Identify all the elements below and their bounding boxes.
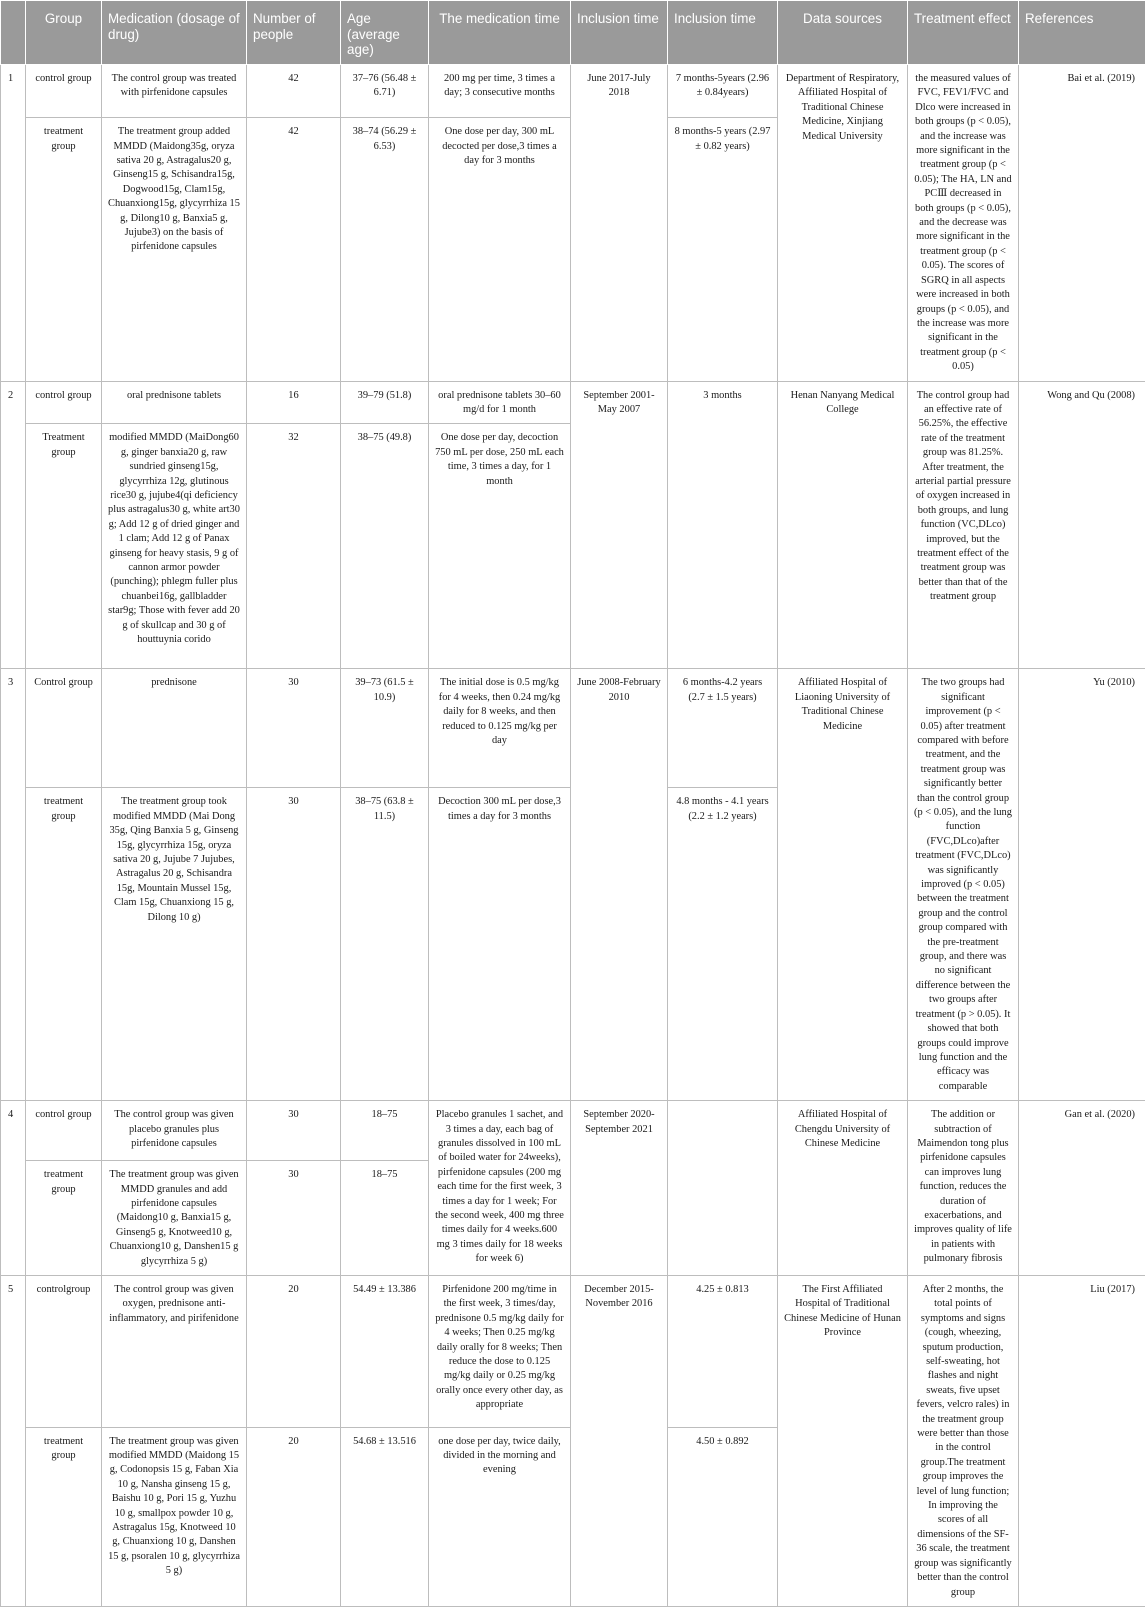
- group-cell: controlgroup: [26, 1275, 102, 1427]
- study-number: 4: [1, 1101, 26, 1276]
- table-body: [1, 65, 1145, 1607]
- medication-time-cell: 200 mg per time, 3 times a day; 3 consecutive months: [429, 65, 571, 118]
- medication-time-cell: One dose per day, decoction 750 mL per dose, 250 mL each time, 3 times a day, for 1 month: [429, 424, 571, 669]
- inclusion-duration-cell: 4.25 ± 0.813: [668, 1275, 778, 1427]
- data-source-cell: The First Affiliated Hospital of Traditional Chinese Medicine of Hunan Province: [778, 1275, 908, 1606]
- data-source-cell: Affiliated Hospital of Chengdu University of Chinese Medicine: [778, 1101, 908, 1276]
- people-cell: 20: [247, 1275, 341, 1427]
- table-row: [1, 65, 1145, 118]
- table-row: [1, 381, 1145, 424]
- header-group: Group: [26, 1, 102, 65]
- age-cell: 39–79 (51.8): [341, 381, 429, 424]
- group-cell: control group: [26, 381, 102, 424]
- age-cell: 54.68 ± 13.516: [341, 1427, 429, 1606]
- header-age: Age (average age): [341, 1, 429, 65]
- table-row: [1, 1101, 1145, 1161]
- age-cell: 39–73 (61.5 ± 10.9): [341, 669, 429, 788]
- medication-time-cell: The initial dose is 0.5 mg/kg for 4 weeks, then 0.24 mg/kg daily for 8 weeks, and then reduced to 0.125 mg/kg per day: [429, 669, 571, 788]
- treatment-effect-cell: The two groups had significant improvement (p < 0.05) after treatment compared with before treatment, and the treatment group was significantly better than the control group (p < 0.05), and the lung function (FVC,DLco)after treatment (FVC,DLco) was significantly improved (p < 0.05) between the treatment group and the control group compared with the pre-treatment group, and there was no significant difference between the two groups after treatment (p > 0.05). It showed that both groups could improve lung function and the efficacy was comparable: [908, 669, 1019, 1101]
- reference-cell: Bai et al. (2019): [1019, 65, 1145, 382]
- header-inclusion-time: Inclusion time: [571, 1, 668, 65]
- age-cell: 38–74 (56.29 ± 6.53): [341, 118, 429, 381]
- data-source-cell: Affiliated Hospital of Liaoning University of Traditional Chinese Medicine: [778, 669, 908, 1101]
- table-row: [1, 669, 1145, 788]
- inclusion-duration-cell: [668, 1101, 778, 1276]
- study-number: 3: [1, 669, 26, 1101]
- age-cell: 38–75 (63.8 ± 11.5): [341, 788, 429, 1101]
- inclusion-duration-cell: 7 months-5years (2.96 ± 0.84years): [668, 65, 778, 118]
- header-references: References: [1019, 1, 1145, 65]
- people-cell: 30: [247, 1161, 341, 1276]
- people-cell: 20: [247, 1427, 341, 1606]
- group-cell: control group: [26, 1101, 102, 1161]
- people-cell: 30: [247, 1101, 341, 1161]
- medication-cell: oral prednisone tablets: [102, 381, 247, 424]
- header-people: Number of people: [247, 1, 341, 65]
- medication-cell: The treatment group was given modified MMDD (Maidong 15 g, Codonopsis 15 g, Faban Xia 10 g, Nansha ginseng 15 g, Baishu 10 g, Pori 15 g, Yuzhu 10 g, smallpox powder 10 g, Astragalus 15g, Knotweed 10 g, Chuanxiong 10 g, Danshen 15 g, psoralen 10 g, glycyrrhiza 5 g): [102, 1427, 247, 1606]
- group-cell: Control group: [26, 669, 102, 788]
- people-cell: 16: [247, 381, 341, 424]
- inclusion-time-cell: September 2001-May 2007: [571, 381, 668, 669]
- medication-cell: The control group was given placebo granules plus pirfenidone capsules: [102, 1101, 247, 1161]
- treatment-effect-cell: the measured values of FVC, FEV1/FVC and Dlco were increased in both groups (p < 0.05), and the increase was more significant in the treatment group (p < 0.05); The HA, LN and PCⅢ decreased in both groups (p < 0.05), and the decrease was more significant in the treatment group (p < 0.05). The scores of SGRQ in all aspects were increased in both groups (p < 0.05), and the increase was more significant in the treatment group (p < 0.05): [908, 65, 1019, 382]
- people-cell: 42: [247, 65, 341, 118]
- reference-cell: Liu (2017): [1019, 1275, 1145, 1606]
- table-header: [1, 1, 1145, 65]
- reference-cell: Yu (2010): [1019, 669, 1145, 1101]
- medication-time-cell: Decoction 300 mL per dose,3 times a day for 3 months: [429, 788, 571, 1101]
- age-cell: 38–75 (49.8): [341, 424, 429, 669]
- data-source-cell: Department of Respiratory, Affiliated Hospital of Traditional Chinese Medicine, Xinjiang Medical University: [778, 65, 908, 382]
- inclusion-time-cell: December 2015-November 2016: [571, 1275, 668, 1606]
- age-cell: 18–75: [341, 1161, 429, 1276]
- study-number: 2: [1, 381, 26, 669]
- header-medication: Medication (dosage of drug): [102, 1, 247, 65]
- group-cell: Treatment group: [26, 424, 102, 669]
- people-cell: 32: [247, 424, 341, 669]
- treatment-effect-cell: The addition or subtraction of Maimendon tong plus pirfenidone capsules can improves lung function, reduces the duration of exacerbations, and improves quality of life in patients with pulmonary fibrosis: [908, 1101, 1019, 1276]
- medication-time-cell: One dose per day, 300 mL decocted per dose,3 times a day for 3 months: [429, 118, 571, 381]
- data-source-cell: Henan Nanyang Medical College: [778, 381, 908, 669]
- age-cell: 37–76 (56.48 ± 6.71): [341, 65, 429, 118]
- medication-cell: The control group was treated with pirfenidone capsules: [102, 65, 247, 118]
- age-cell: 54.49 ± 13.386: [341, 1275, 429, 1427]
- people-cell: 30: [247, 788, 341, 1101]
- inclusion-duration-cell: 4.50 ± 0.892: [668, 1427, 778, 1606]
- reference-cell: Gan et al. (2020): [1019, 1101, 1145, 1276]
- group-cell: treatment group: [26, 1161, 102, 1276]
- study-number: 1: [1, 65, 26, 382]
- medication-time-cell: Pirfenidone 200 mg/time in the first week, 3 times/day, prednisone 0.5 mg/kg daily for 4 weeks; Then 0.25 mg/kg daily orally for 8 weeks; Then reduce the dose to 0.125 mg/kg daily or 0.25 mg/kg orally once every other day, as appropriate: [429, 1275, 571, 1427]
- inclusion-duration-cell: 8 months-5 years (2.97 ± 0.82 years): [668, 118, 778, 381]
- medication-cell: modified MMDD (MaiDong60 g, ginger banxia20 g, raw sundried ginseng15g, glycyrrhiza 12g, glutinous rice30 g, jujube4(qi deficiency plus astragalus30 g, white art30 g; Add 12 g of dried ginger and 1 clam; Add 12 g of Panax ginseng for heavy stasis, 9 g of cannon armor powder (punching); phlegm fuller plus chuanbei16g, gallbladder star9g; Those with fever add 20 g of skullcap and 30 g of houttuynia corido: [102, 424, 247, 669]
- header-treatment-effect: Treatment effect: [908, 1, 1019, 65]
- medication-time-cell: one dose per day, twice daily, divided in the morning and evening: [429, 1427, 571, 1606]
- header-data-sources: Data sources: [778, 1, 908, 65]
- group-cell: control group: [26, 65, 102, 118]
- medication-time-cell: Placebo granules 1 sachet, and 3 times a day, each bag of granules dissolved in 100 mL of boiled water for 24weeks), pirfenidone capsules (200 mg each time for the first week, 3 times a day for 1 week; For the second week, 400 mg three times daily for 4 weeks.600 mg 3 times daily for 18 weeks for week 6): [429, 1101, 571, 1276]
- group-cell: treatment group: [26, 118, 102, 381]
- medication-cell: The treatment group added MMDD (Maidong35g, oryza sativa 20 g, Astragalus20 g, Ginseng15 g, Schisandra15g, Dogwood15g, Clam15g, Chuanxiong15g, glycyrrhiza 15 g, Dilong10 g, Banxia5 g, Jujube3) on the basis of pirfenidone capsules: [102, 118, 247, 381]
- header-medication-time: The medication time: [429, 1, 571, 65]
- treatment-effect-cell: After 2 months, the total points of symptoms and signs (cough, wheezing, sputum production, self-sweating, hot flashes and night sweats, five upset fevers, velcro rales) in the treatment group were better than those in the control group.The treatment group improves the level of lung function; In improving the scores of all dimensions of the SF-36 scale, the treatment group was significantly better than the control group: [908, 1275, 1019, 1606]
- group-cell: treatment group: [26, 788, 102, 1101]
- medication-cell: The control group was given oxygen, prednisone anti-inflammatory, and pirifenidone: [102, 1275, 247, 1427]
- inclusion-duration-cell: 4.8 months - 4.1 years (2.2 ± 1.2 years): [668, 788, 778, 1101]
- people-cell: 42: [247, 118, 341, 381]
- inclusion-time-cell: September 2020-September 2021: [571, 1101, 668, 1276]
- treatment-effect-cell: The control group had an effective rate of 56.25%, the effective rate of the treatment group was 81.25%. After treatment, the arterial partial pressure of oxygen increased in both groups, and lung function (VC,DLco) improved, but the treatment effect of the treatment group was better than that of the treatment group: [908, 381, 1019, 669]
- medication-cell: The treatment group took modified MMDD (Mai Dong 35g, Qing Banxia 5 g, Ginseng 15g, glycyrrhiza 15g, oryza sativa 20 g, Jujube 7 Jujubes, Astragalus 20 g, Schisandra 15g, Mountain Mussel 15g, Clam 15g, Chuanxiong 15 g, Dilong 10 g): [102, 788, 247, 1101]
- age-cell: 18–75: [341, 1101, 429, 1161]
- medication-time-cell: oral prednisone tablets 30–60 mg/d for 1 month: [429, 381, 571, 424]
- medication-cell: The treatment group was given MMDD granules and add pirfenidone capsules (Maidong10 g, Banxia15 g, Ginseng5 g, Knotweed10 g, Chuanxiong10 g, Danshen15 g glycyrrhiza 5 g): [102, 1161, 247, 1276]
- header-inclusion-time-2: Inclusion time: [668, 1, 778, 65]
- reference-cell: Wong and Qu (2008): [1019, 381, 1145, 669]
- inclusion-duration-cell: 6 months-4.2 years (2.7 ± 1.5 years): [668, 669, 778, 788]
- inclusion-time-cell: June 2017-July 2018: [571, 65, 668, 382]
- inclusion-duration-cell: 3 months: [668, 381, 778, 669]
- table-row: [1, 1275, 1145, 1427]
- header-row: [1, 1, 1145, 65]
- study-number: 5: [1, 1275, 26, 1606]
- group-cell: treatment group: [26, 1427, 102, 1606]
- inclusion-time-cell: June 2008-February 2010: [571, 669, 668, 1101]
- medication-cell: prednisone: [102, 669, 247, 788]
- people-cell: 30: [247, 669, 341, 788]
- header-num: [1, 1, 26, 65]
